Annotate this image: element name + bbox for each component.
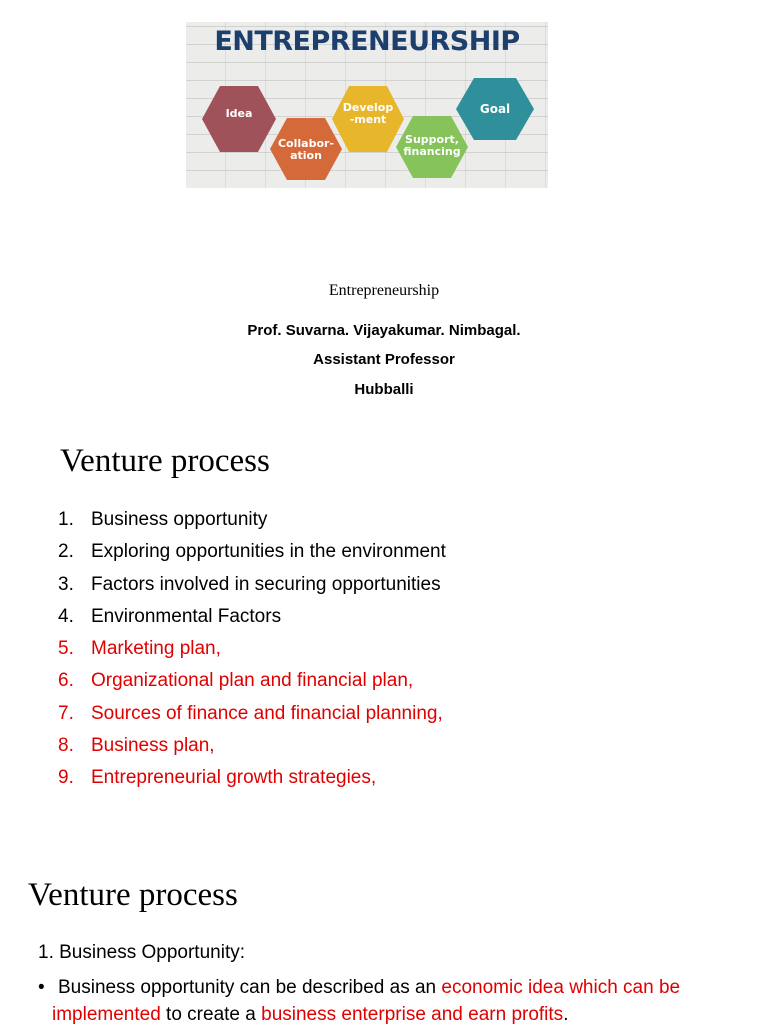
cover-subtitle: Entrepreneurship	[328, 282, 440, 299]
list-item: 1. Business opportunity	[58, 509, 268, 530]
list-item: 3. Factors involved in securing opportunities	[58, 573, 441, 595]
bullet-text: Business opportunity can be described as an economic idea which can be implemented to create a business enterprise and earn profits.	[52, 977, 681, 1025]
hexagon-development-label: Develop -ment	[342, 101, 394, 126]
business-opportunity-subheading: 1. Business Opportunity:	[38, 942, 245, 963]
hexagon-support-financing-label: Support, financing	[403, 133, 461, 158]
hexagon-goal-label: Goal	[479, 102, 511, 116]
list-item: 2. Exploring opportunities in the environment	[58, 541, 446, 563]
list-item: 6. Organizational plan and financial plan,	[58, 670, 414, 692]
section-heading-venture-process: Venture process	[60, 443, 270, 479]
section-heading-venture-process-2: Venture process	[28, 877, 238, 913]
venture-process-list	[58, 507, 446, 798]
author-name: Prof. Suvarna. Vijayakumar. Nimbagal.	[247, 322, 521, 339]
author-place: Hubballi	[354, 381, 414, 398]
list-item: 9. Entrepreneurial growth strategies,	[58, 767, 377, 789]
business-opportunity-bullet	[38, 974, 758, 1028]
list-item: 4. Environmental Factors	[58, 605, 282, 627]
list-item: 8. Business plan,	[58, 735, 215, 757]
hexagon-idea-label: Idea	[225, 107, 253, 120]
list-item: 5. Marketing plan,	[58, 638, 221, 660]
banner-title: ENTREPRENEURSHIP	[214, 26, 520, 57]
hexagon-collaboration-label: Collabor- ation	[277, 137, 334, 162]
author-position: Assistant Professor	[313, 351, 455, 368]
entrepreneurship-banner-image	[186, 22, 548, 188]
list-item: 7. Sources of finance and financial planning,	[58, 702, 443, 724]
bullet-icon: •	[38, 977, 45, 998]
